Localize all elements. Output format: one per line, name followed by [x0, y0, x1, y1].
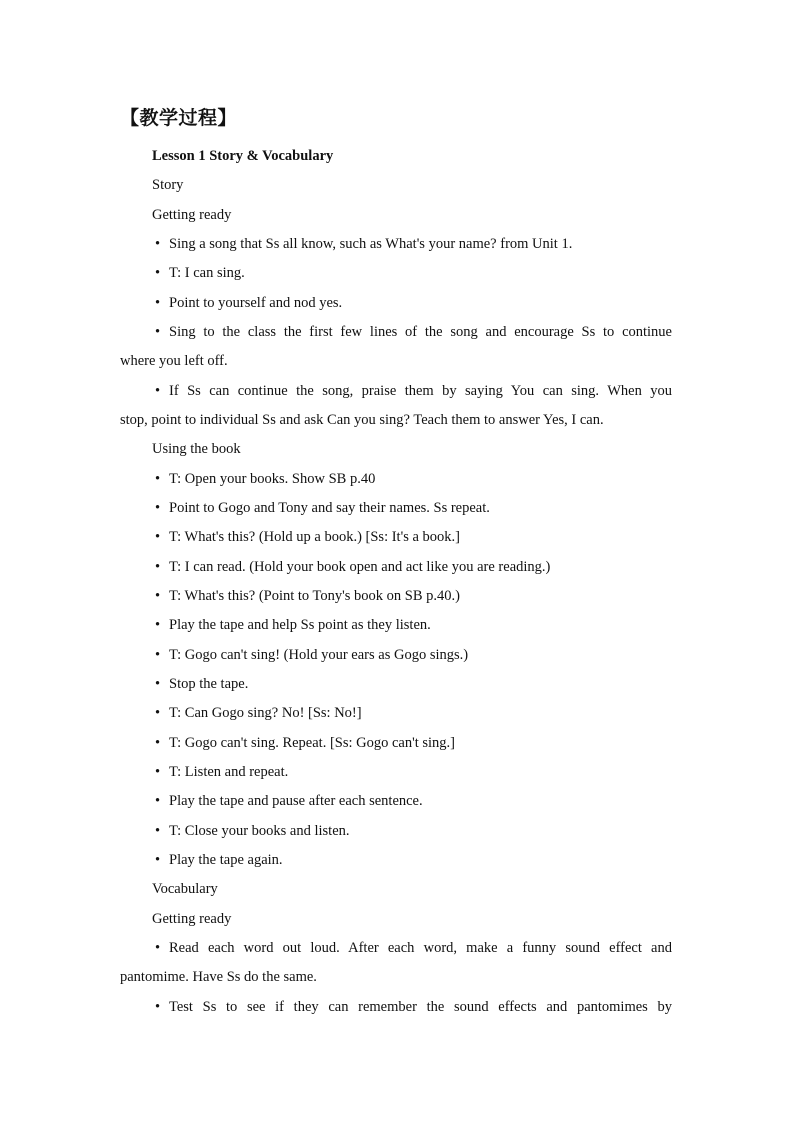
subheading-getting-ready: Getting ready [152, 911, 232, 927]
list-item: • Sing to the class the first few lines of the song and encourage Ss to continue [155, 324, 672, 340]
subheading-story: Story [152, 177, 184, 193]
list-item: • T: Gogo can't sing. Repeat. [Ss: Gogo can't sing.] [155, 735, 455, 751]
bullet-icon: • [155, 500, 161, 516]
list-item: • Play the tape and pause after each sentence. [155, 793, 423, 809]
list-item: • Point to yourself and nod yes. [155, 295, 343, 311]
bullet-icon: • [155, 617, 161, 633]
list-item: • Read each word out loud. After each word, make a funny sound effect and [155, 940, 672, 956]
list-item: • Sing a song that Ss all know, such as What's your name? from Unit 1. [155, 236, 573, 252]
list-item: • T: What's this? (Point to Tony's book on SB p.40.) [155, 588, 460, 604]
list-item: • Stop the tape. [155, 676, 249, 692]
list-item: • Point to Gogo and Tony and say their names. Ss repeat. [155, 500, 490, 516]
list-item-continuation: pantomime. Have Ss do the same. [120, 969, 317, 985]
bullet-icon: • [155, 295, 161, 311]
list-item: • T: Can Gogo sing? No! [Ss: No!] [155, 705, 362, 721]
bullet-icon: • [155, 676, 161, 692]
bullet-icon: • [155, 999, 161, 1015]
bullet-icon: • [155, 324, 161, 340]
subheading-getting-ready: Getting ready [152, 207, 232, 223]
list-item: • T: Listen and repeat. [155, 764, 289, 780]
list-item: • If Ss can continue the song, praise them by saying You can sing. When you [155, 383, 672, 399]
bullet-icon: • [155, 647, 161, 663]
list-item: • T: Gogo can't sing! (Hold your ears as Gogo sings.) [155, 647, 469, 663]
bullet-icon: • [155, 940, 161, 956]
bullet-icon: • [155, 588, 161, 604]
list-item: • T: Close your books and listen. [155, 823, 350, 839]
bullet-icon: • [155, 705, 161, 721]
list-item-continuation: where you left off. [120, 353, 228, 369]
section-heading: 【教学过程】 [120, 107, 238, 129]
list-item: • Play the tape and help Ss point as they listen. [155, 617, 431, 633]
bullet-icon: • [155, 735, 161, 751]
bullet-icon: • [155, 529, 161, 545]
list-item: • T: I can read. (Hold your book open and act like you are reading.) [155, 559, 551, 575]
list-item: • T: I can sing. [155, 265, 245, 281]
list-item: • Play the tape again. [155, 852, 283, 868]
bullet-icon: • [155, 265, 161, 281]
bullet-icon: • [155, 559, 161, 575]
lesson-title: Lesson 1 Story & Vocabulary [152, 148, 334, 164]
bullet-icon: • [155, 383, 161, 399]
bullet-icon: • [155, 852, 161, 868]
list-item: • T: Open your books. Show SB p.40 [155, 471, 376, 487]
bullet-icon: • [155, 471, 161, 487]
subheading-vocabulary: Vocabulary [152, 881, 218, 897]
subheading-using-the-book: Using the book [152, 441, 241, 457]
bullet-icon: • [155, 793, 161, 809]
bullet-icon: • [155, 823, 161, 839]
bullet-icon: • [155, 764, 161, 780]
list-item: • T: What's this? (Hold up a book.) [Ss: It's a book.] [155, 529, 460, 545]
bullet-icon: • [155, 236, 161, 252]
list-item-continuation: stop, point to individual Ss and ask Can you sing? Teach them to answer Yes, I can. [120, 412, 604, 428]
list-item: • Test Ss to see if they can remember the sound effects and pantomimes by [155, 999, 672, 1015]
